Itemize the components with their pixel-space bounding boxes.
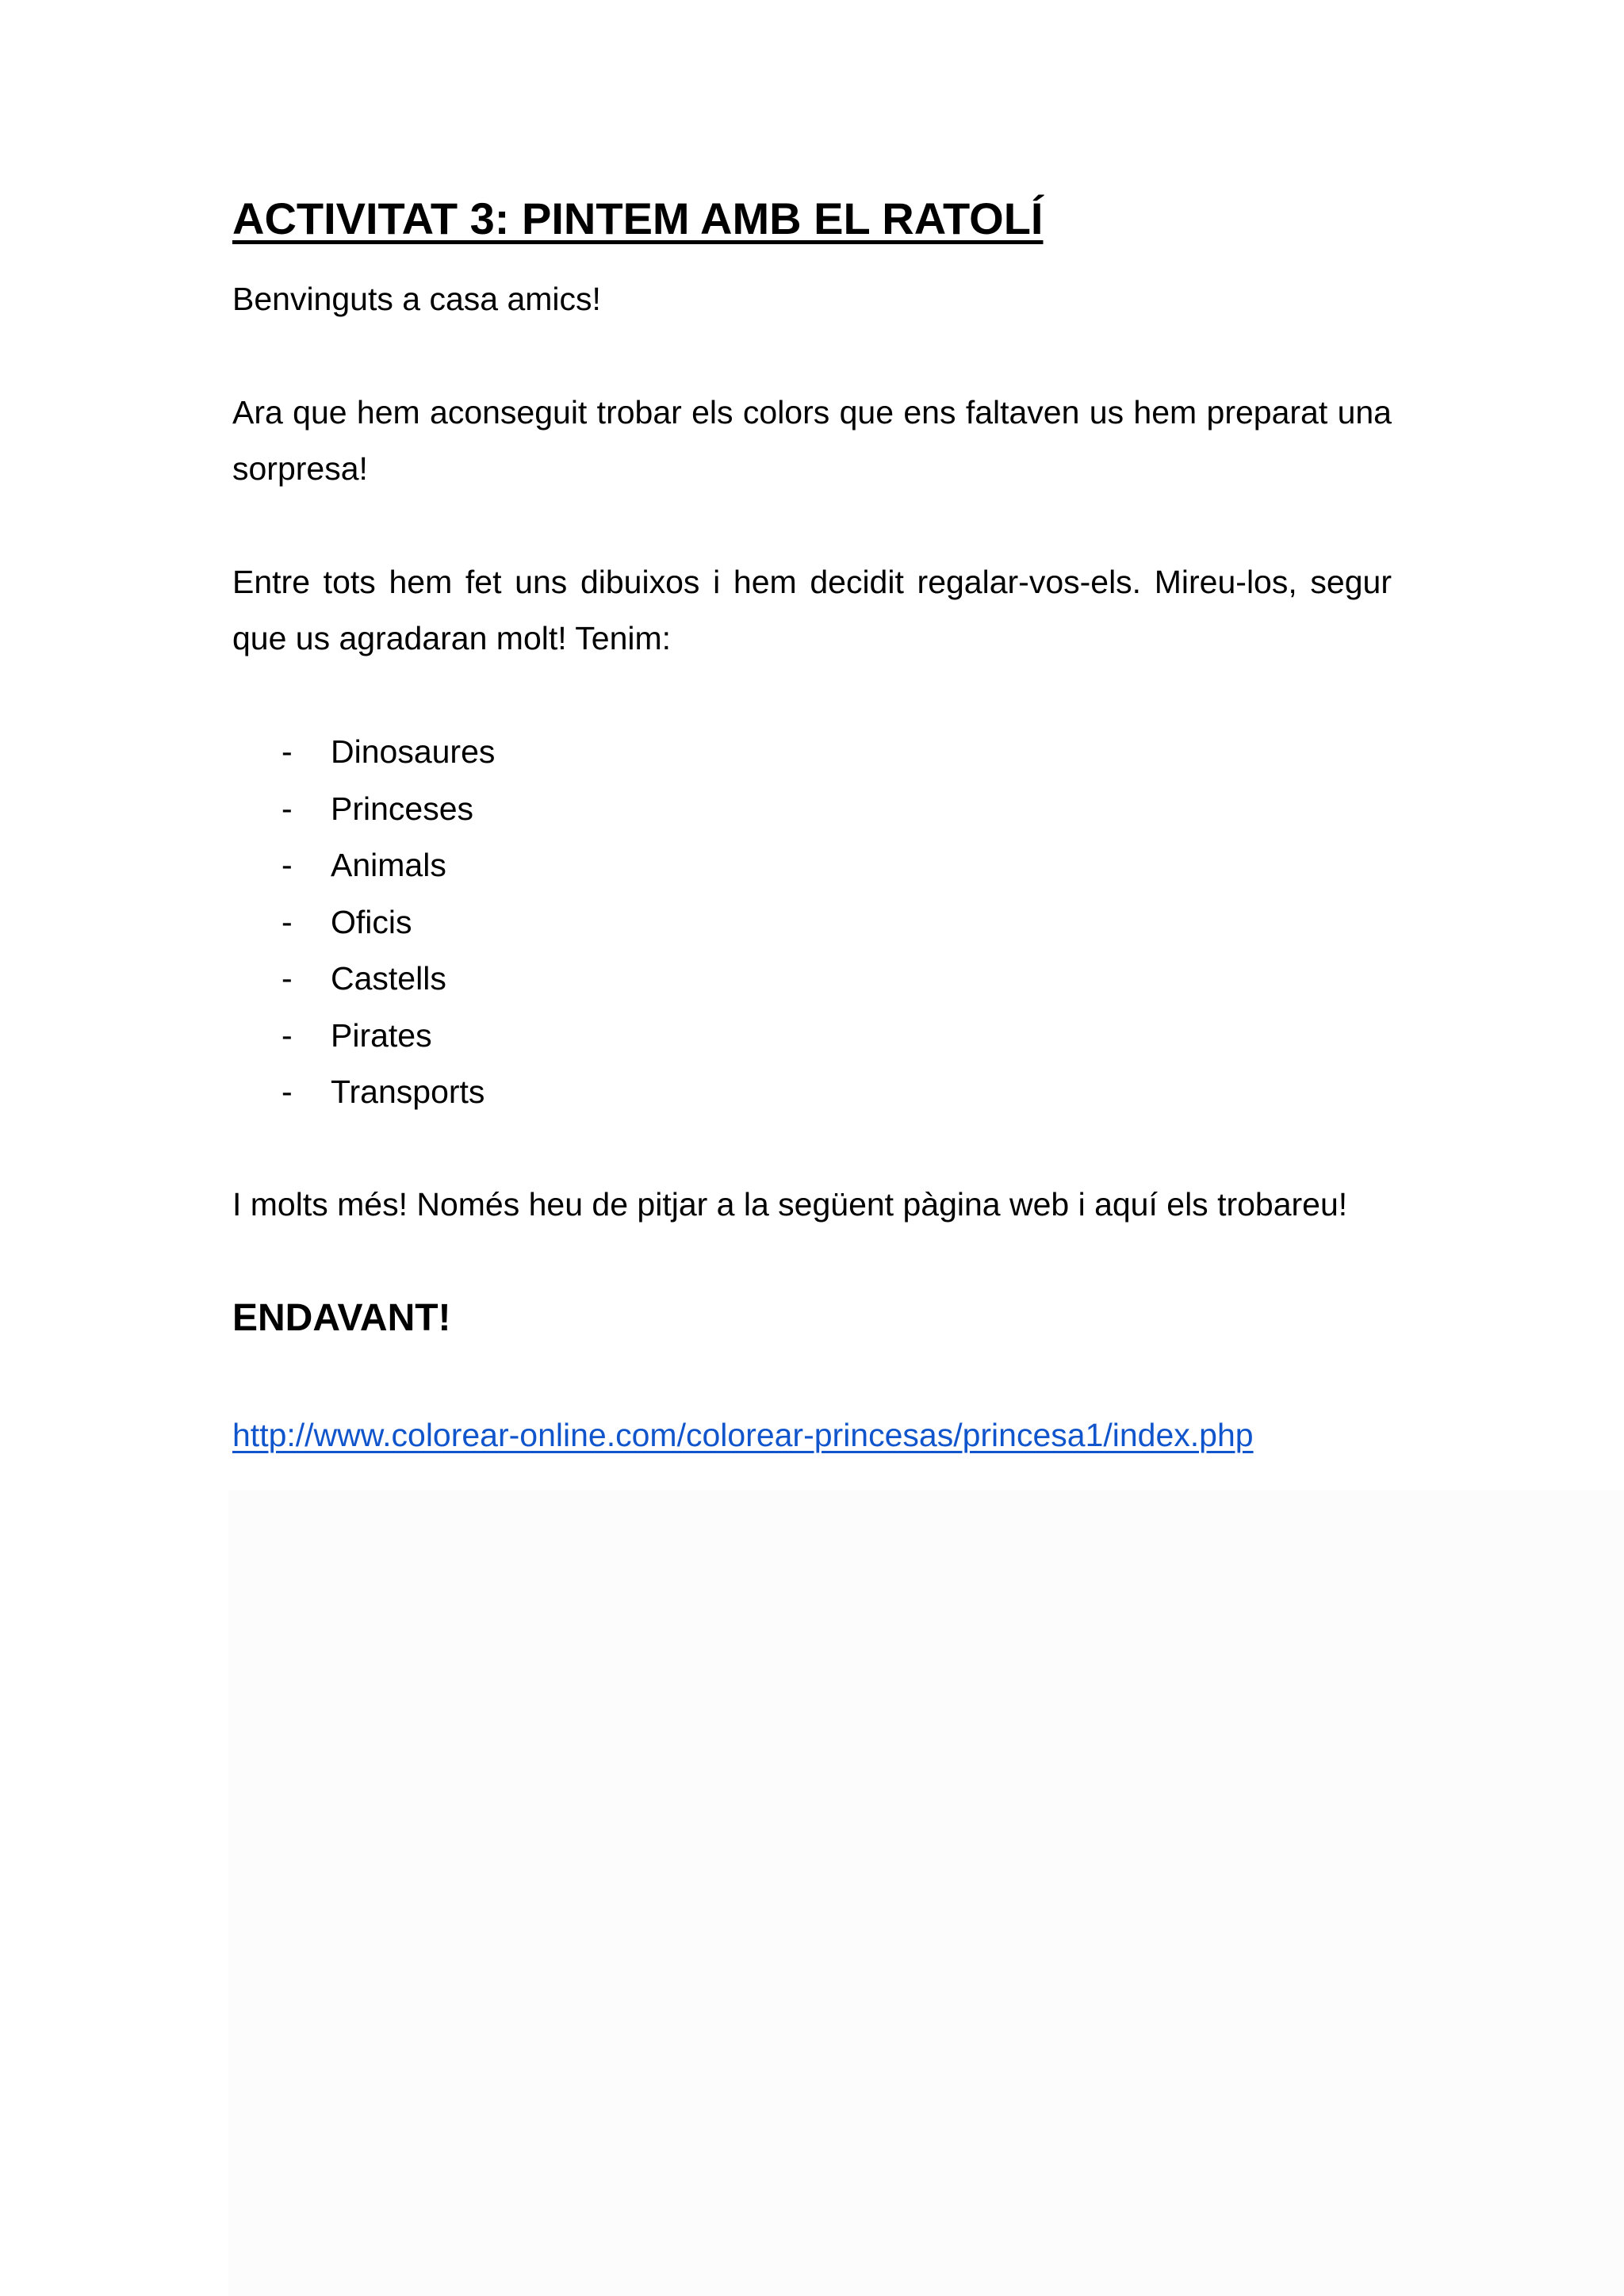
list-item-label: Castells: [331, 960, 446, 997]
list-item-label: Oficis: [331, 903, 412, 940]
endavant-heading: ENDAVANT!: [232, 1296, 451, 1339]
list-item: [232, 724, 1392, 781]
list-item-label: Animals: [331, 847, 446, 883]
list-item: [232, 1064, 1392, 1121]
list-item: [232, 951, 1392, 1008]
greeting-paragraph: Benvinguts a casa amics!: [232, 281, 601, 317]
list-item-label: Transports: [331, 1073, 485, 1110]
gift-paragraph: Entre tots hem fet uns dibuixos i hem decidit regalar-vos-els. Mireu-los, segur que us agradaran molt! Tenim:: [232, 564, 1392, 656]
document-title: ACTIVITAT 3: PINTEM AMB EL RATOLÍ: [232, 193, 1044, 243]
list-item: [232, 781, 1392, 838]
list-bullet: -: [282, 733, 293, 770]
list-item-label: Princeses: [331, 790, 474, 827]
list-bullet: -: [282, 1016, 293, 1054]
list-item-label: Dinosaures: [331, 733, 496, 770]
page-shading: [228, 1490, 1624, 2296]
list-item: [232, 1008, 1392, 1065]
drawing-categories-list: [232, 724, 1392, 1121]
list-bullet: -: [282, 1073, 293, 1110]
list-item: [232, 894, 1392, 951]
closing-paragraph: I molts més! Només heu de pitjar a la següent pàgina web i aquí els trobareu!: [232, 1185, 1348, 1223]
list-bullet: -: [282, 960, 293, 997]
list-bullet: -: [282, 903, 293, 940]
document-body: [232, 187, 1392, 1464]
list-item: [232, 837, 1392, 894]
list-bullet: -: [282, 847, 293, 883]
intro-paragraph: Ara que hem aconseguit trobar els colors que ens faltaven us hem preparat una sorpresa!: [232, 394, 1392, 487]
list-bullet: -: [282, 790, 293, 827]
coloring-website-link[interactable]: http://www.colorear-online.com/colorear-princesas/princesa1/index.php: [232, 1416, 1254, 1453]
list-item-label: Pirates: [331, 1016, 432, 1054]
